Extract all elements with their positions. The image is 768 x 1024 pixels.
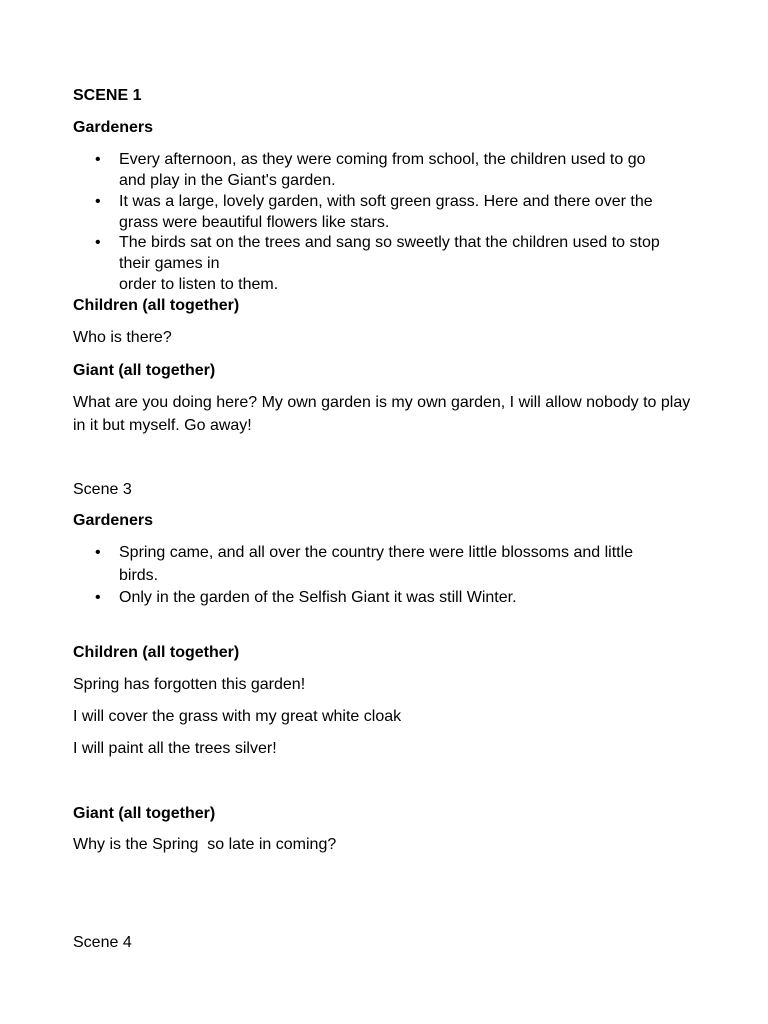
scene3-speaker-giant: Giant (all together) (73, 805, 216, 822)
scene1-bullet-2-line-2: grass were beautiful flowers like stars. (119, 214, 390, 231)
scene3-children-line-1: Spring has forgotten this garden! (73, 676, 306, 693)
scene1-bullet-1-line-2: and play in the Giant's garden. (119, 172, 336, 189)
scene1-bullet-1-line-1: Every afternoon, as they were coming from school, the children used to go (119, 151, 646, 168)
scene3-speaker-gardeners: Gardeners (73, 512, 154, 529)
scene1-bullet-3-line-1: The birds sat on the trees and sang so sweetly that the children used to stop (119, 234, 660, 251)
scene3-bullet-1-line-2: birds. (119, 567, 159, 584)
scene3-children-line-3: I will paint all the trees silver! (73, 740, 277, 757)
scene1-children-line: Who is there? (73, 329, 172, 346)
scene3-children-line-2: I will cover the grass with my great white cloak (73, 708, 402, 725)
scene3-bullet-2-line-1: Only in the garden of the Selfish Giant it was still Winter. (119, 589, 517, 606)
scene1-bullet-2-line-1: It was a large, lovely garden, with soft green grass. Here and there over the (119, 193, 653, 210)
scene3-speaker-children: Children (all together) (73, 644, 240, 661)
scene1-giant-line: What are you doing here? My own garden is my own garden, I will allow nobody to play in it but myself. Go away! (73, 394, 691, 434)
bullet-dot: • (95, 151, 101, 168)
bullet-dot: • (95, 234, 101, 251)
scene3-giant-line: Why is the Spring so late in coming? (73, 836, 337, 853)
bullet-dot: • (95, 544, 101, 561)
scene4-heading: Scene 4 (73, 934, 132, 951)
scene3-heading: Scene 3 (73, 481, 132, 498)
bullet-dot: • (95, 193, 101, 210)
scene1-speaker-children: Children (all together) (73, 297, 240, 314)
scene1-speaker-gardeners: Gardeners (73, 119, 154, 136)
scene1-bullet-3-line-3: order to listen to them. (119, 276, 279, 293)
scene1-bullet-3-line-2: their games in (119, 255, 220, 272)
scene1-heading: SCENE 1 (73, 87, 142, 104)
scene1-speaker-giant: Giant (all together) (73, 362, 216, 379)
bullet-dot: • (95, 589, 101, 606)
scene3-bullet-1-line-1: Spring came, and all over the country there were little blossoms and little (119, 544, 634, 561)
